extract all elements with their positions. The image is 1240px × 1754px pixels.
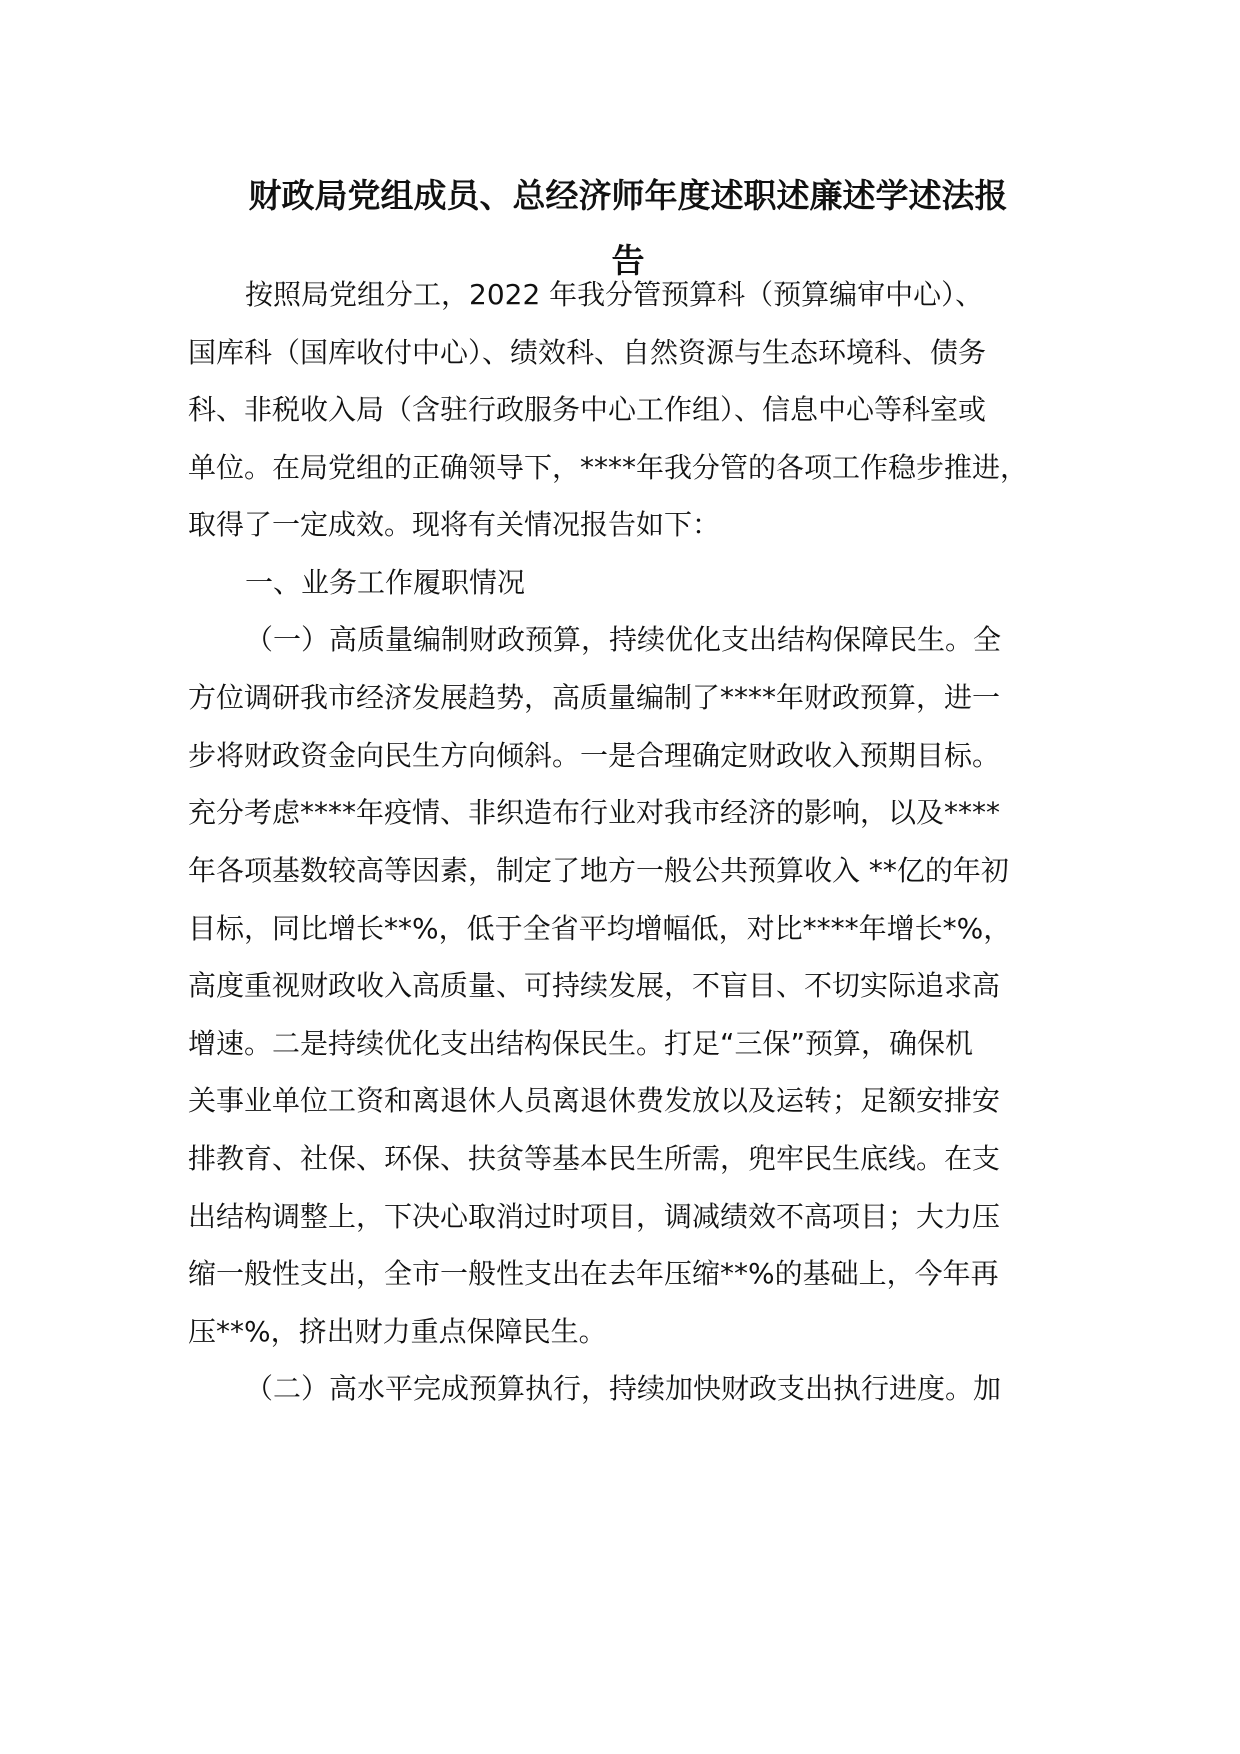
section-heading: 一、业务工作履职情况: [245, 566, 526, 599]
body-line-16: 排教育、社保、环保、扶贫等基本民生所需，兜牢民生底线。在支: [188, 1142, 1001, 1175]
body-line-8: 方位调研我市经济发展趋势，高质量编制了****年财政预算，进一: [188, 681, 1001, 714]
body-line-5: 取得了一定成效。现将有关情况报告如下：: [188, 508, 721, 541]
body-line-13: 高度重视财政收入高质量、可持续发展，不盲目、不切实际追求高: [188, 969, 1001, 1002]
body-line-7: （一）高质量编制财政预算，持续优化支出结构保障民生。全: [245, 623, 1002, 656]
body-line-20: （二）高水平完成预算执行，持续加快财政支出执行进度。加: [245, 1372, 1002, 1405]
body-line-9: 步将财政资金向民生方向倾斜。一是合理确定财政收入预期目标。: [188, 739, 1001, 772]
body-line-17: 出结构调整上，下决心取消过时项目，调减绩效不高项目；大力压: [188, 1200, 1001, 1233]
body-line-3: 科、非税收入局（含驻行政服务中心工作组）、信息中心等科室或: [188, 393, 987, 426]
body-line-14: 增速。二是持续优化支出结构保民生。打足“三保”预算，确保机: [188, 1027, 974, 1060]
body-line-19: 压**%，挤出财力重点保障民生。: [188, 1315, 607, 1348]
body-line-4: 单位。在局党组的正确领导下，****年我分管的各项工作稳步推进，: [188, 451, 1029, 484]
document-title-line1: 财政局党组成员、总经济师年度述职述廉述学述法报: [248, 176, 1008, 215]
body-line-15: 关事业单位工资和离退休人员离退休费发放以及运转；足额安排安: [188, 1084, 1001, 1117]
body-line-1: 按照局党组分工，2022 年我分管预算科（预算编审中心）、: [245, 278, 984, 311]
body-line-18: 缩一般性支出，全市一般性支出在去年压缩**%的基础上，今年再: [188, 1257, 999, 1290]
body-line-11: 年各项基数较高等因素，制定了地方一般公共预算收入 **亿的年初: [188, 854, 1009, 887]
body-line-10: 充分考虑****年疫情、非织造布行业对我市经济的影响，以及****: [188, 796, 1001, 829]
document-title-line2: 告: [611, 241, 645, 280]
body-line-2: 国库科（国库收付中心）、绩效科、自然资源与生态环境科、债务: [188, 336, 987, 369]
body-line-12: 目标，同比增长**%，低于全省平均增幅低，对比****年增长*%，: [188, 912, 1012, 945]
